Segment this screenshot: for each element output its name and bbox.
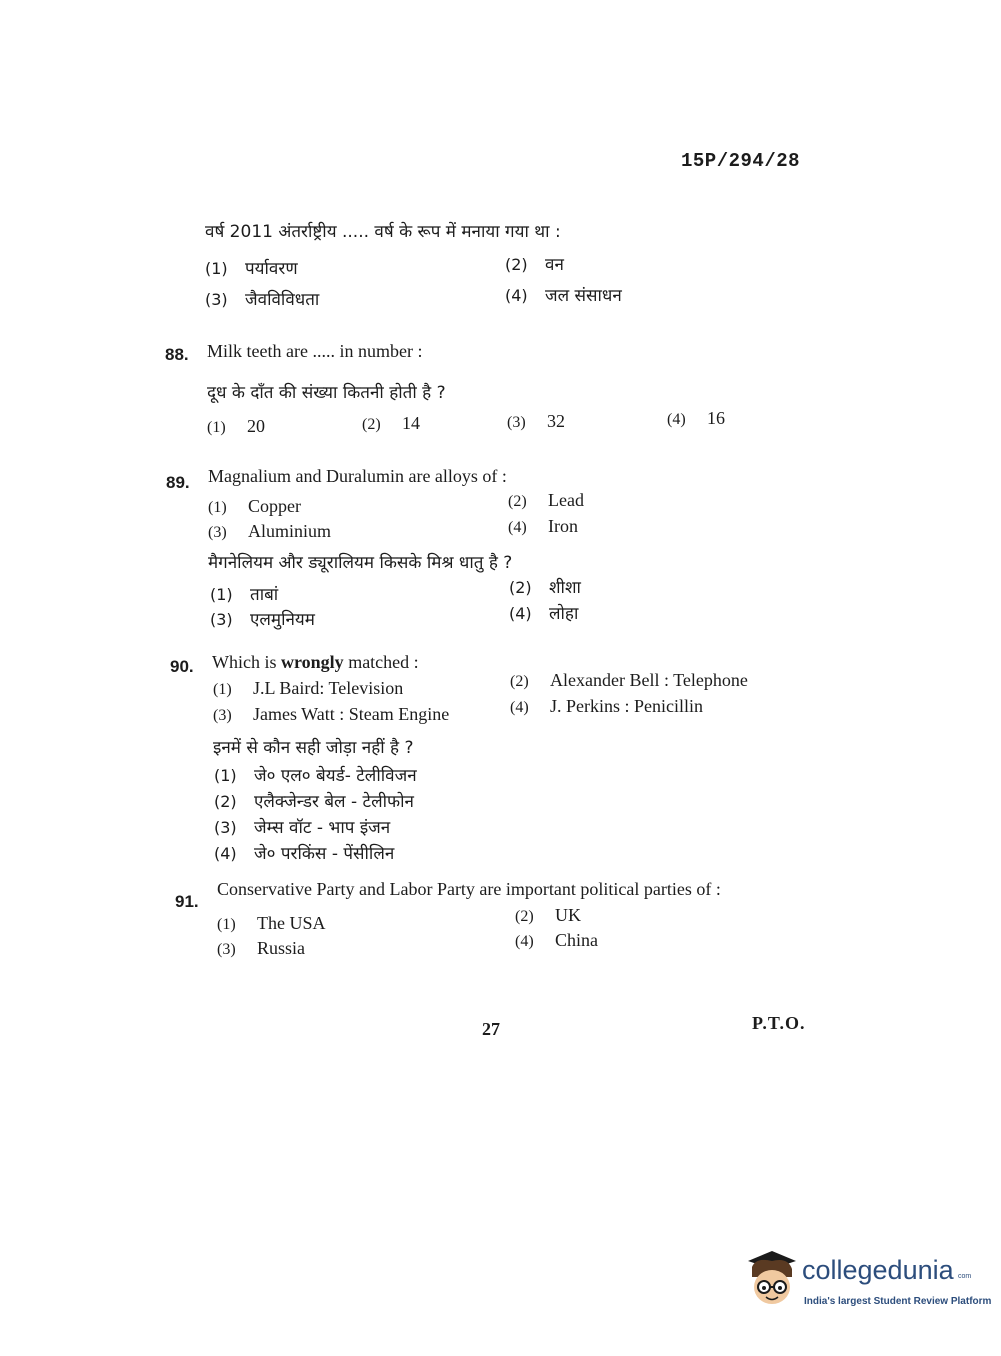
q89-question-hi: मैगनेलियम और ड्यूरालियम किसके मिश्र धातु है ? — [208, 553, 513, 573]
option-text: James Watt : Steam Engine — [253, 704, 450, 724]
q88-question-en: Milk teeth are ..... in number : — [207, 341, 423, 361]
option-text: 20 — [247, 416, 265, 436]
option-number: (3) — [217, 941, 236, 958]
option-text: 16 — [707, 408, 725, 428]
option-number: (3) — [213, 707, 232, 724]
mascot-icon — [742, 1247, 802, 1317]
option-text: Russia — [257, 938, 306, 958]
option-number: (3) — [208, 524, 227, 541]
option-text: जे० एल० बेयर्ड- टेलीविजन — [254, 766, 417, 786]
option-number: (2) — [362, 416, 381, 433]
q90-question-emphasis: wrongly — [281, 652, 344, 672]
option-text: जे० परकिंस - पेंसीलिन — [254, 844, 395, 864]
option-text: Aluminium — [248, 521, 332, 541]
q89-option-en-1 — [208, 496, 301, 517]
logo-tagline: India's largest Student Review Platform — [804, 1296, 992, 1307]
q90-option-en-3 — [213, 704, 449, 725]
option-number: (1) — [213, 681, 232, 698]
option-number: (1) — [210, 585, 233, 604]
q90-option-hi-4 — [214, 841, 394, 864]
q91-option-3 — [217, 938, 305, 959]
option-number: (1) — [217, 916, 236, 933]
q87-option-4 — [505, 283, 622, 306]
q87-option-1 — [205, 256, 298, 279]
option-text: UK — [555, 905, 581, 925]
option-number: (2) — [509, 578, 532, 597]
option-number: (2) — [505, 255, 528, 274]
q89-option-hi-3 — [210, 607, 315, 630]
q90-question-hi: इनमें से कौन सही जोड़ा नहीं है ? — [213, 738, 414, 758]
option-number: (1) — [205, 259, 228, 278]
option-text: एलैक्जेन्डर बेल - टेलीफोन — [254, 792, 414, 812]
q90-question-en — [212, 652, 419, 673]
option-text: पर्यावरण — [245, 259, 298, 279]
option-text: शीशा — [549, 578, 581, 598]
q90-option-hi-3 — [214, 815, 390, 838]
q87-option-2 — [505, 252, 564, 275]
q89-option-hi-4 — [509, 601, 578, 624]
paper-code: 15P/294/28 — [681, 150, 801, 172]
q87-option-3 — [205, 287, 319, 310]
option-number: (1) — [214, 766, 237, 785]
q87-question-hi: वर्ष 2011 अंतर्राष्ट्रीय ..... वर्ष के रूप में मनाया गया था : — [205, 222, 561, 242]
q88-option-4 — [667, 408, 725, 429]
option-number: (1) — [207, 419, 226, 436]
q88-option-1 — [207, 416, 265, 437]
q90-option-hi-1 — [214, 763, 417, 786]
option-number: (2) — [214, 792, 237, 811]
logo-tm: com — [958, 1273, 972, 1280]
option-text: जल संसाधन — [545, 286, 622, 306]
option-text: Iron — [548, 516, 578, 536]
pto-label: P.T.O. — [752, 1013, 806, 1033]
q91-question-en: Conservative Party and Labor Party are important political parties of : — [217, 879, 721, 899]
option-text: जेम्स वॉट - भाप इंजन — [254, 818, 391, 838]
q88-question-hi: दूध के दाँत की संख्या कितनी होती है ? — [207, 383, 446, 403]
option-number: (2) — [510, 673, 529, 690]
q90-question-post: matched : — [343, 652, 419, 672]
q89-option-en-3 — [208, 521, 331, 542]
option-text: J.L Baird: Television — [253, 678, 404, 698]
q91-option-2 — [515, 905, 581, 926]
q88-number: 88. — [165, 345, 189, 364]
q89-question-en: Magnalium and Duralumin are alloys of : — [208, 466, 507, 486]
option-text: 32 — [547, 411, 565, 431]
option-number: (3) — [507, 414, 526, 431]
q89-number: 89. — [166, 473, 190, 492]
option-number: (3) — [210, 610, 233, 629]
q89-option-en-2 — [508, 490, 584, 511]
option-text: Copper — [248, 496, 301, 516]
option-text: जैवविविधता — [245, 290, 320, 310]
option-number: (4) — [505, 286, 528, 305]
q90-option-hi-2 — [214, 789, 414, 812]
q90-option-en-2 — [510, 670, 748, 691]
option-number: (4) — [667, 411, 686, 428]
option-text: एलमुनियम — [250, 610, 315, 630]
option-number: (2) — [515, 908, 534, 925]
option-number: (4) — [508, 519, 527, 536]
q91-number: 91. — [175, 892, 199, 911]
collegedunia-logo[interactable] — [742, 1247, 992, 1317]
q91-option-1 — [217, 913, 326, 934]
option-number: (2) — [508, 493, 527, 510]
option-number: (3) — [205, 290, 228, 309]
q90-question-pre: Which is — [212, 652, 281, 672]
option-number: (4) — [214, 844, 237, 863]
page-number: 27 — [482, 1019, 500, 1039]
logo-wordmark: collegedunia — [802, 1255, 954, 1285]
q89-option-hi-2 — [509, 575, 581, 598]
option-text: Lead — [548, 490, 584, 510]
option-number: (4) — [515, 933, 534, 950]
option-number: (4) — [509, 604, 532, 623]
q90-option-en-4 — [510, 696, 703, 717]
option-text: J. Perkins : Penicillin — [550, 696, 703, 716]
option-text: 14 — [402, 413, 420, 433]
q88-option-2 — [362, 413, 420, 434]
option-text: The USA — [257, 913, 326, 933]
q91-option-4 — [515, 930, 598, 951]
q90-number: 90. — [170, 657, 194, 676]
option-text: Alexander Bell : Telephone — [550, 670, 748, 690]
q88-option-3 — [507, 411, 565, 432]
option-number: (3) — [214, 818, 237, 837]
q90-option-en-1 — [213, 678, 403, 699]
option-text: China — [555, 930, 598, 950]
option-text: ताबां — [250, 585, 279, 605]
q89-option-en-4 — [508, 516, 578, 537]
option-number: (4) — [510, 699, 529, 716]
option-text: वन — [545, 255, 564, 275]
option-number: (1) — [208, 499, 227, 516]
option-text: लोहा — [549, 604, 579, 624]
q89-option-hi-1 — [210, 582, 278, 605]
